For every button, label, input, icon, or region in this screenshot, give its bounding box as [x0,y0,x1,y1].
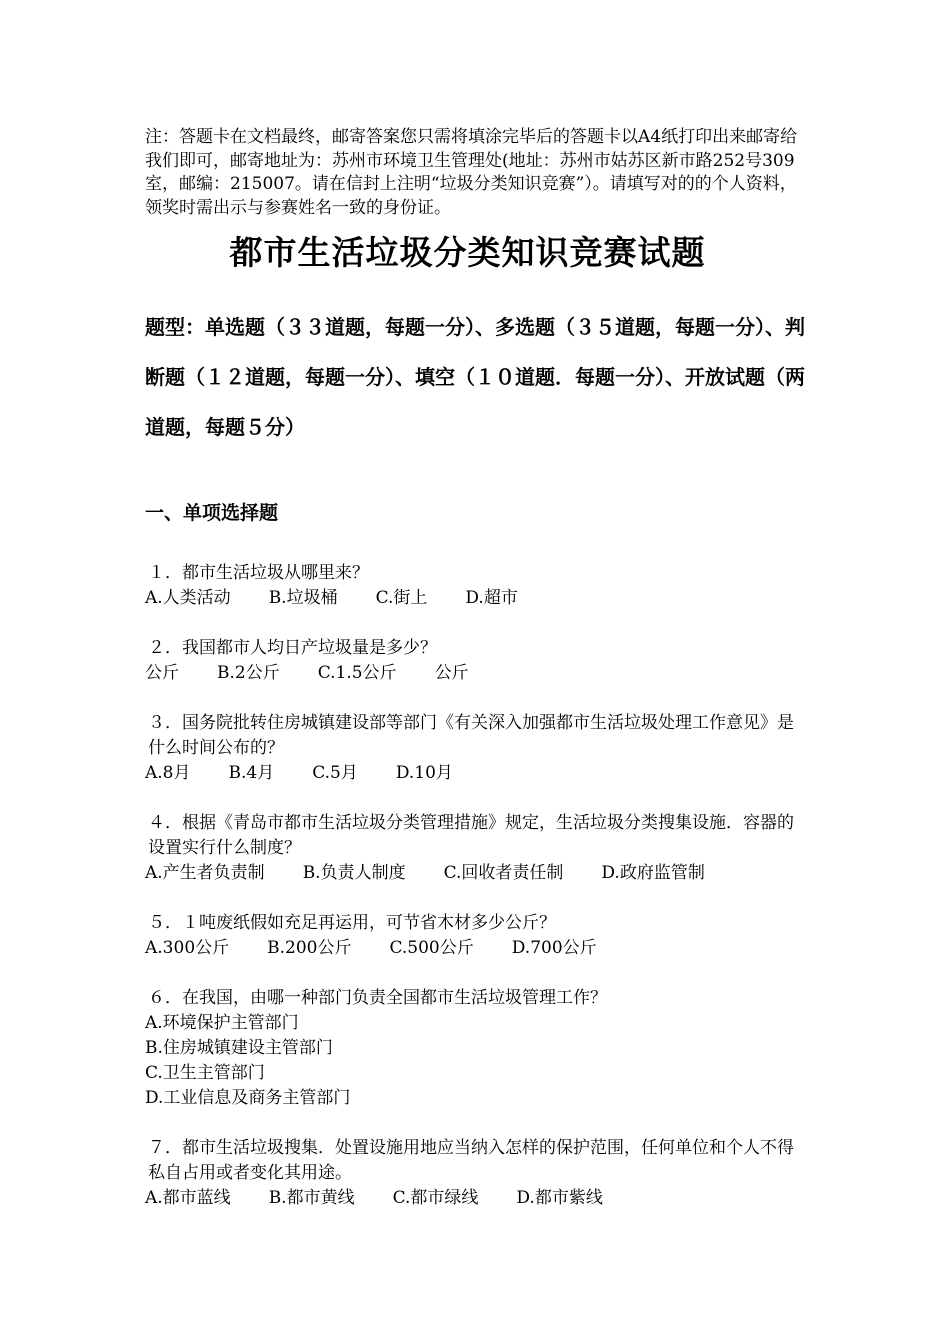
option-d: D.700公斤 [511,938,597,958]
option-b: B.2公斤 [217,663,280,683]
option-b: B.4月 [228,763,275,783]
option-a: A.环境保护主管部门 [145,1013,299,1033]
question-2 [145,636,810,686]
option-a: A.产生者负责制 [145,863,265,883]
option-c: C.卫生主管部门 [145,1063,265,1083]
question-7 [145,1136,810,1211]
option-c: C.500公斤 [389,938,474,958]
section-heading-single-choice: 一、单项选择题 [145,502,279,524]
option-b: B.200公斤 [267,938,352,958]
option-d: D.政府监管制 [601,863,705,883]
question-options [145,861,810,886]
document-page [145,126,810,1211]
question-4 [145,811,810,886]
question-5 [145,911,810,961]
question-stem: １．都市生活垃圾从哪里来？ [148,563,369,583]
option-b: B.负责人制度 [302,863,406,883]
question-stem: ３．国务院批转住房城镇建设部等部门《有关深入加强都市生活垃圾处理工作意见》是什么时间公布的？ [148,713,794,758]
option-d: D.工业信息及商务主管部门 [145,1088,351,1108]
question-stem: ２．我国都市人均日产垃圾量是多少？ [148,638,437,658]
question-options [145,1011,810,1111]
option-a: 公斤 [145,663,179,683]
question-stem: ６．在我国，由哪一种部门负责全国都市生活垃圾管理工作？ [148,988,607,1008]
question-3 [145,711,810,786]
question-options [145,661,810,686]
option-b: B.住房城镇建设主管部门 [145,1038,333,1058]
question-stem: ４．根据《青岛市都市生活垃圾分类管理措施》规定，生活垃圾分类搜集设施．容器的设置实行什么制度？ [148,813,794,858]
option-a: A.人类活动 [145,588,231,608]
option-c: C.街上 [375,588,428,608]
option-b: B.都市黄线 [268,1188,355,1208]
question-6 [145,986,810,1111]
question-options [145,1186,810,1211]
question-options [145,761,810,786]
question-options [145,586,810,611]
question-options [145,936,810,961]
submission-note: 注：答题卡在文档最终，邮寄答案您只需将填涂完毕后的答题卡以A4纸打印出来邮寄给我们即可，邮寄地址为：苏州市环境卫生管理处(地址：苏州市姑苏区新市路252号309室，邮编：215007。请在信封上注明“垃圾分类知识竞赛”）。请填写对的的个人资料，领奖时需出示与参赛姓名一致的身份证。 [145,127,798,218]
question-1 [145,561,810,611]
exam-title: 都市生活垃圾分类知识竞赛试题 [229,233,706,272]
question-stem: ７．都市生活垃圾搜集．处置设施用地应当纳入怎样的保护范围，任何单位和个人不得私自占用或者变化其用途。 [148,1138,794,1183]
question-stem: ５．１吨废纸假如充足再运用，可节省木材多少公斤？ [148,913,556,933]
option-c: C.都市绿线 [392,1188,479,1208]
option-a: A.都市蓝线 [145,1188,231,1208]
option-c: C.回收者责任制 [443,863,564,883]
option-d: 公斤 [434,663,469,683]
option-b: B.垃圾桶 [268,588,338,608]
option-d: D.超市 [465,588,518,608]
option-c: C.1.5公斤 [317,663,397,683]
option-d: D.10月 [395,763,453,783]
option-d: D.都市紫线 [516,1188,603,1208]
question-types-description: 题型：单选题（３３道题，每题一分）、多选题（３５道题，每题一分）、判断题（１２道题，每题一分）、填空（１０道题．每题一分）、开放试题（两道题，每题５分） [145,315,805,439]
option-a: A.300公斤 [145,938,230,958]
option-a: A.8月 [145,763,191,783]
option-c: C.5月 [312,763,358,783]
